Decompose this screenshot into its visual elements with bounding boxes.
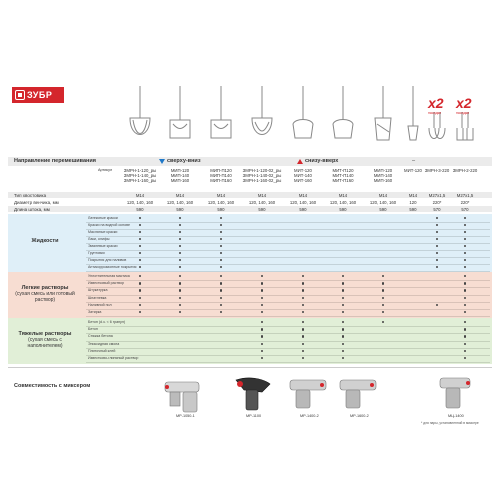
- mixer-label-2: МР-1100: [246, 414, 262, 418]
- row-label: Известковый раствор: [88, 281, 124, 286]
- badge-x2-1: x2: [428, 95, 444, 111]
- row-label: Латексные краски: [88, 216, 118, 220]
- article-8: МИТ-120: [404, 168, 422, 173]
- mixer-illustrations: [0, 368, 500, 428]
- mixer-label-5: МЦ-1400: [448, 414, 464, 418]
- article-4: ЗМРН-1-120-02_ры ЗМРН-1-140-02_ры ЗМРН-1-160-02_ры: [242, 168, 282, 184]
- article-1: ЗМРН-1-120_ры ЗМРН-1-140_ры ЗМРН-1-160_ры: [123, 168, 157, 184]
- spec-diam-7: 120, 140, 160: [369, 200, 397, 205]
- row-divider: [86, 333, 490, 334]
- compat-dot: [464, 282, 466, 284]
- compat-title: Совместимость с миксером: [14, 383, 91, 389]
- article-2: МИП-120 МИП-140 МИП-160: [170, 168, 190, 184]
- compat-dot: [342, 282, 344, 284]
- spec-shank-5: М14: [298, 193, 308, 198]
- paddle-3: [211, 86, 231, 138]
- row-label: Известково-глиняный раствор: [88, 356, 139, 360]
- row-divider: [86, 271, 490, 272]
- spec-len-9: 570: [433, 207, 441, 212]
- spec-shank-10: М27х1,5: [456, 193, 474, 198]
- row-divider: [86, 287, 490, 288]
- row-label: Эмалевые краски: [88, 244, 118, 248]
- row-label: Штукатурка: [88, 288, 108, 293]
- compat-dot: [464, 328, 466, 330]
- compat-dot: [261, 282, 263, 284]
- spec-diam-5: 120, 140, 160: [289, 200, 317, 205]
- row-divider: [86, 326, 490, 327]
- compat-dot: [261, 289, 263, 291]
- row-label: Стяжка бетона: [88, 334, 113, 339]
- compat-dot: [342, 328, 344, 330]
- spec-shank-4: М14: [257, 193, 267, 198]
- row-label: Бетон: [88, 327, 98, 332]
- spec-len-7: 590: [379, 207, 387, 212]
- section-title-heavy: Тяжелые растворы (сухая смесь с наполнителем): [18, 331, 72, 349]
- direction-down: сверху-вниз: [159, 158, 201, 164]
- compat-dot: [220, 289, 222, 291]
- mixer-label-4: МР-1600-2: [350, 414, 369, 418]
- row-label: Грунтовки: [88, 251, 105, 255]
- row-label: Плиточный клей: [88, 348, 116, 353]
- row-divider: [86, 229, 490, 230]
- arrow-up-icon: [297, 159, 303, 164]
- row-divider: [86, 236, 490, 237]
- article-9: ЗМРН-3-220: [424, 168, 450, 173]
- article-7: МИП-120 МИП-140 МИП-160: [373, 168, 393, 184]
- paddle-4: [252, 86, 272, 135]
- spec-len-3: 590: [217, 207, 225, 212]
- row-label: Шпатлевка: [88, 295, 107, 300]
- row-divider: [86, 295, 490, 296]
- spec-len-5: 590: [299, 207, 307, 212]
- compat-dot: [464, 335, 466, 337]
- compat-dot: [382, 289, 384, 291]
- compat-dot: [382, 282, 384, 284]
- compat-dot: [179, 282, 181, 284]
- spec-shank-3: М14: [216, 193, 226, 198]
- row-label: Краски на водной основе: [88, 223, 130, 227]
- row-divider: [86, 250, 490, 251]
- spec-labels: [14, 192, 59, 213]
- spec-len-8: 590: [409, 207, 417, 212]
- row-divider: [86, 316, 490, 317]
- compat-dot: [302, 289, 304, 291]
- spec-len-10: 570: [461, 207, 469, 212]
- row-label: Масляные краски: [88, 230, 118, 234]
- mixer-label-3: МР-1400-2: [300, 414, 319, 418]
- direction-label: Направление перемешивания: [14, 158, 96, 164]
- row-label: Лаки, олифы: [88, 237, 110, 241]
- spec-shank-1: М14: [135, 193, 145, 198]
- mixer-3: [290, 380, 326, 408]
- row-divider: [86, 309, 490, 310]
- spec-diam-8: 120: [409, 200, 417, 205]
- paddle-9: [429, 112, 445, 139]
- row-divider: [86, 243, 490, 244]
- mixer-2: [236, 378, 270, 410]
- compat-dot: [302, 328, 304, 330]
- row-label: Покрытия для наливов: [88, 258, 127, 262]
- row-divider: [86, 302, 490, 303]
- spec-label-shank: Тип хвостовика: [14, 193, 47, 198]
- direction-up: снизу-вверх: [297, 158, 338, 164]
- article-6: МИТ-П120 МИТ-П140 МИТ-П160: [332, 168, 354, 184]
- spec-diam-9: 220*: [432, 200, 442, 205]
- compat-dot: [220, 282, 222, 284]
- row-divider: [86, 355, 490, 356]
- badge-sub-1: насадки: [428, 111, 442, 115]
- mixer-5: [440, 378, 470, 408]
- compat-dot: [342, 289, 344, 291]
- row-divider: [86, 341, 490, 342]
- mixer-1: [165, 382, 199, 412]
- paddle-7: [375, 86, 391, 140]
- spec-shank-6: М14: [338, 193, 348, 198]
- footnote: * для пары, установленной в миксере: [421, 421, 479, 425]
- spec-shank-8: М14: [408, 193, 418, 198]
- compat-dot: [261, 335, 263, 337]
- row-label: Наливной пол: [88, 302, 112, 307]
- compat-dot: [302, 335, 304, 337]
- mixer-label-1: МР-1050-1: [176, 414, 195, 418]
- compat-dot: [302, 282, 304, 284]
- spec-diam-1: 120, 140, 160: [126, 200, 154, 205]
- spec-label-length: Длина штока, мм: [14, 207, 50, 212]
- row-divider: [86, 362, 490, 363]
- article-10: ЗМРН-2-220: [452, 168, 478, 173]
- spec-len-2: 590: [176, 207, 184, 212]
- article-5: МИТ-120 МИТ-140 МИТ-160: [294, 168, 312, 184]
- spec-len-4: 590: [258, 207, 266, 212]
- spec-label-diam: Диаметр венчика, мм: [14, 200, 59, 205]
- compat-dot: [464, 289, 466, 291]
- spec-diam-6: 120, 140, 160: [329, 200, 357, 205]
- row-label: Антикоррозионные покрытия: [88, 265, 137, 269]
- badge-sub-2: насадки: [456, 111, 470, 115]
- arrow-down-icon: [159, 159, 165, 164]
- row-divider: [86, 257, 490, 258]
- compat-dot: [139, 282, 141, 284]
- spec-shank-9: М27х1,5: [428, 193, 446, 198]
- spec-len-1: 590: [136, 207, 144, 212]
- paddle-8: [408, 86, 418, 140]
- logo-text: ЗУБР: [27, 90, 53, 100]
- row-divider: [86, 348, 490, 349]
- spec-shank-7: М14: [378, 193, 388, 198]
- row-divider: [86, 222, 490, 223]
- row-label: Затирка: [88, 310, 102, 314]
- mixer-4: [340, 380, 376, 408]
- paddle-illustrations: [0, 0, 500, 160]
- compat-dot: [139, 289, 141, 291]
- spec-diam-4: 120, 140, 160: [248, 200, 276, 205]
- compat-dot: [261, 328, 263, 330]
- row-divider: [86, 280, 490, 281]
- paddle-2: [170, 86, 190, 138]
- row-divider: [86, 264, 490, 265]
- spec-diam-2: 120, 140, 160: [166, 200, 194, 205]
- spec-diam-10: 220*: [460, 200, 470, 205]
- section-title-light: Легкие растворы (сухая смесь или готовый раствор): [15, 285, 75, 303]
- paddle-10: [457, 112, 473, 140]
- spec-diam-3: 120, 140, 160: [207, 200, 235, 205]
- paddle-6: [333, 86, 353, 138]
- spec-len-6: 590: [339, 207, 347, 212]
- article-3: МИП-П120 МИП-П140 МИП-П160: [210, 168, 232, 184]
- spec-shank-2: М14: [175, 193, 185, 198]
- row-label: Уплотнительная мастика: [88, 274, 130, 278]
- direction-none: –: [412, 158, 416, 164]
- row-label: Эпоксидная смола: [88, 341, 120, 346]
- row-label: Бетон (d.з. < 6 гранул): [88, 320, 126, 324]
- paddle-1: [130, 86, 150, 135]
- badge-x2-2: x2: [456, 95, 472, 111]
- section-title-liquids: Жидкости: [31, 238, 59, 244]
- compat-dot: [342, 335, 344, 337]
- article-label: Артикул: [98, 168, 113, 172]
- paddle-5: [293, 86, 313, 138]
- compat-dot: [179, 289, 181, 291]
